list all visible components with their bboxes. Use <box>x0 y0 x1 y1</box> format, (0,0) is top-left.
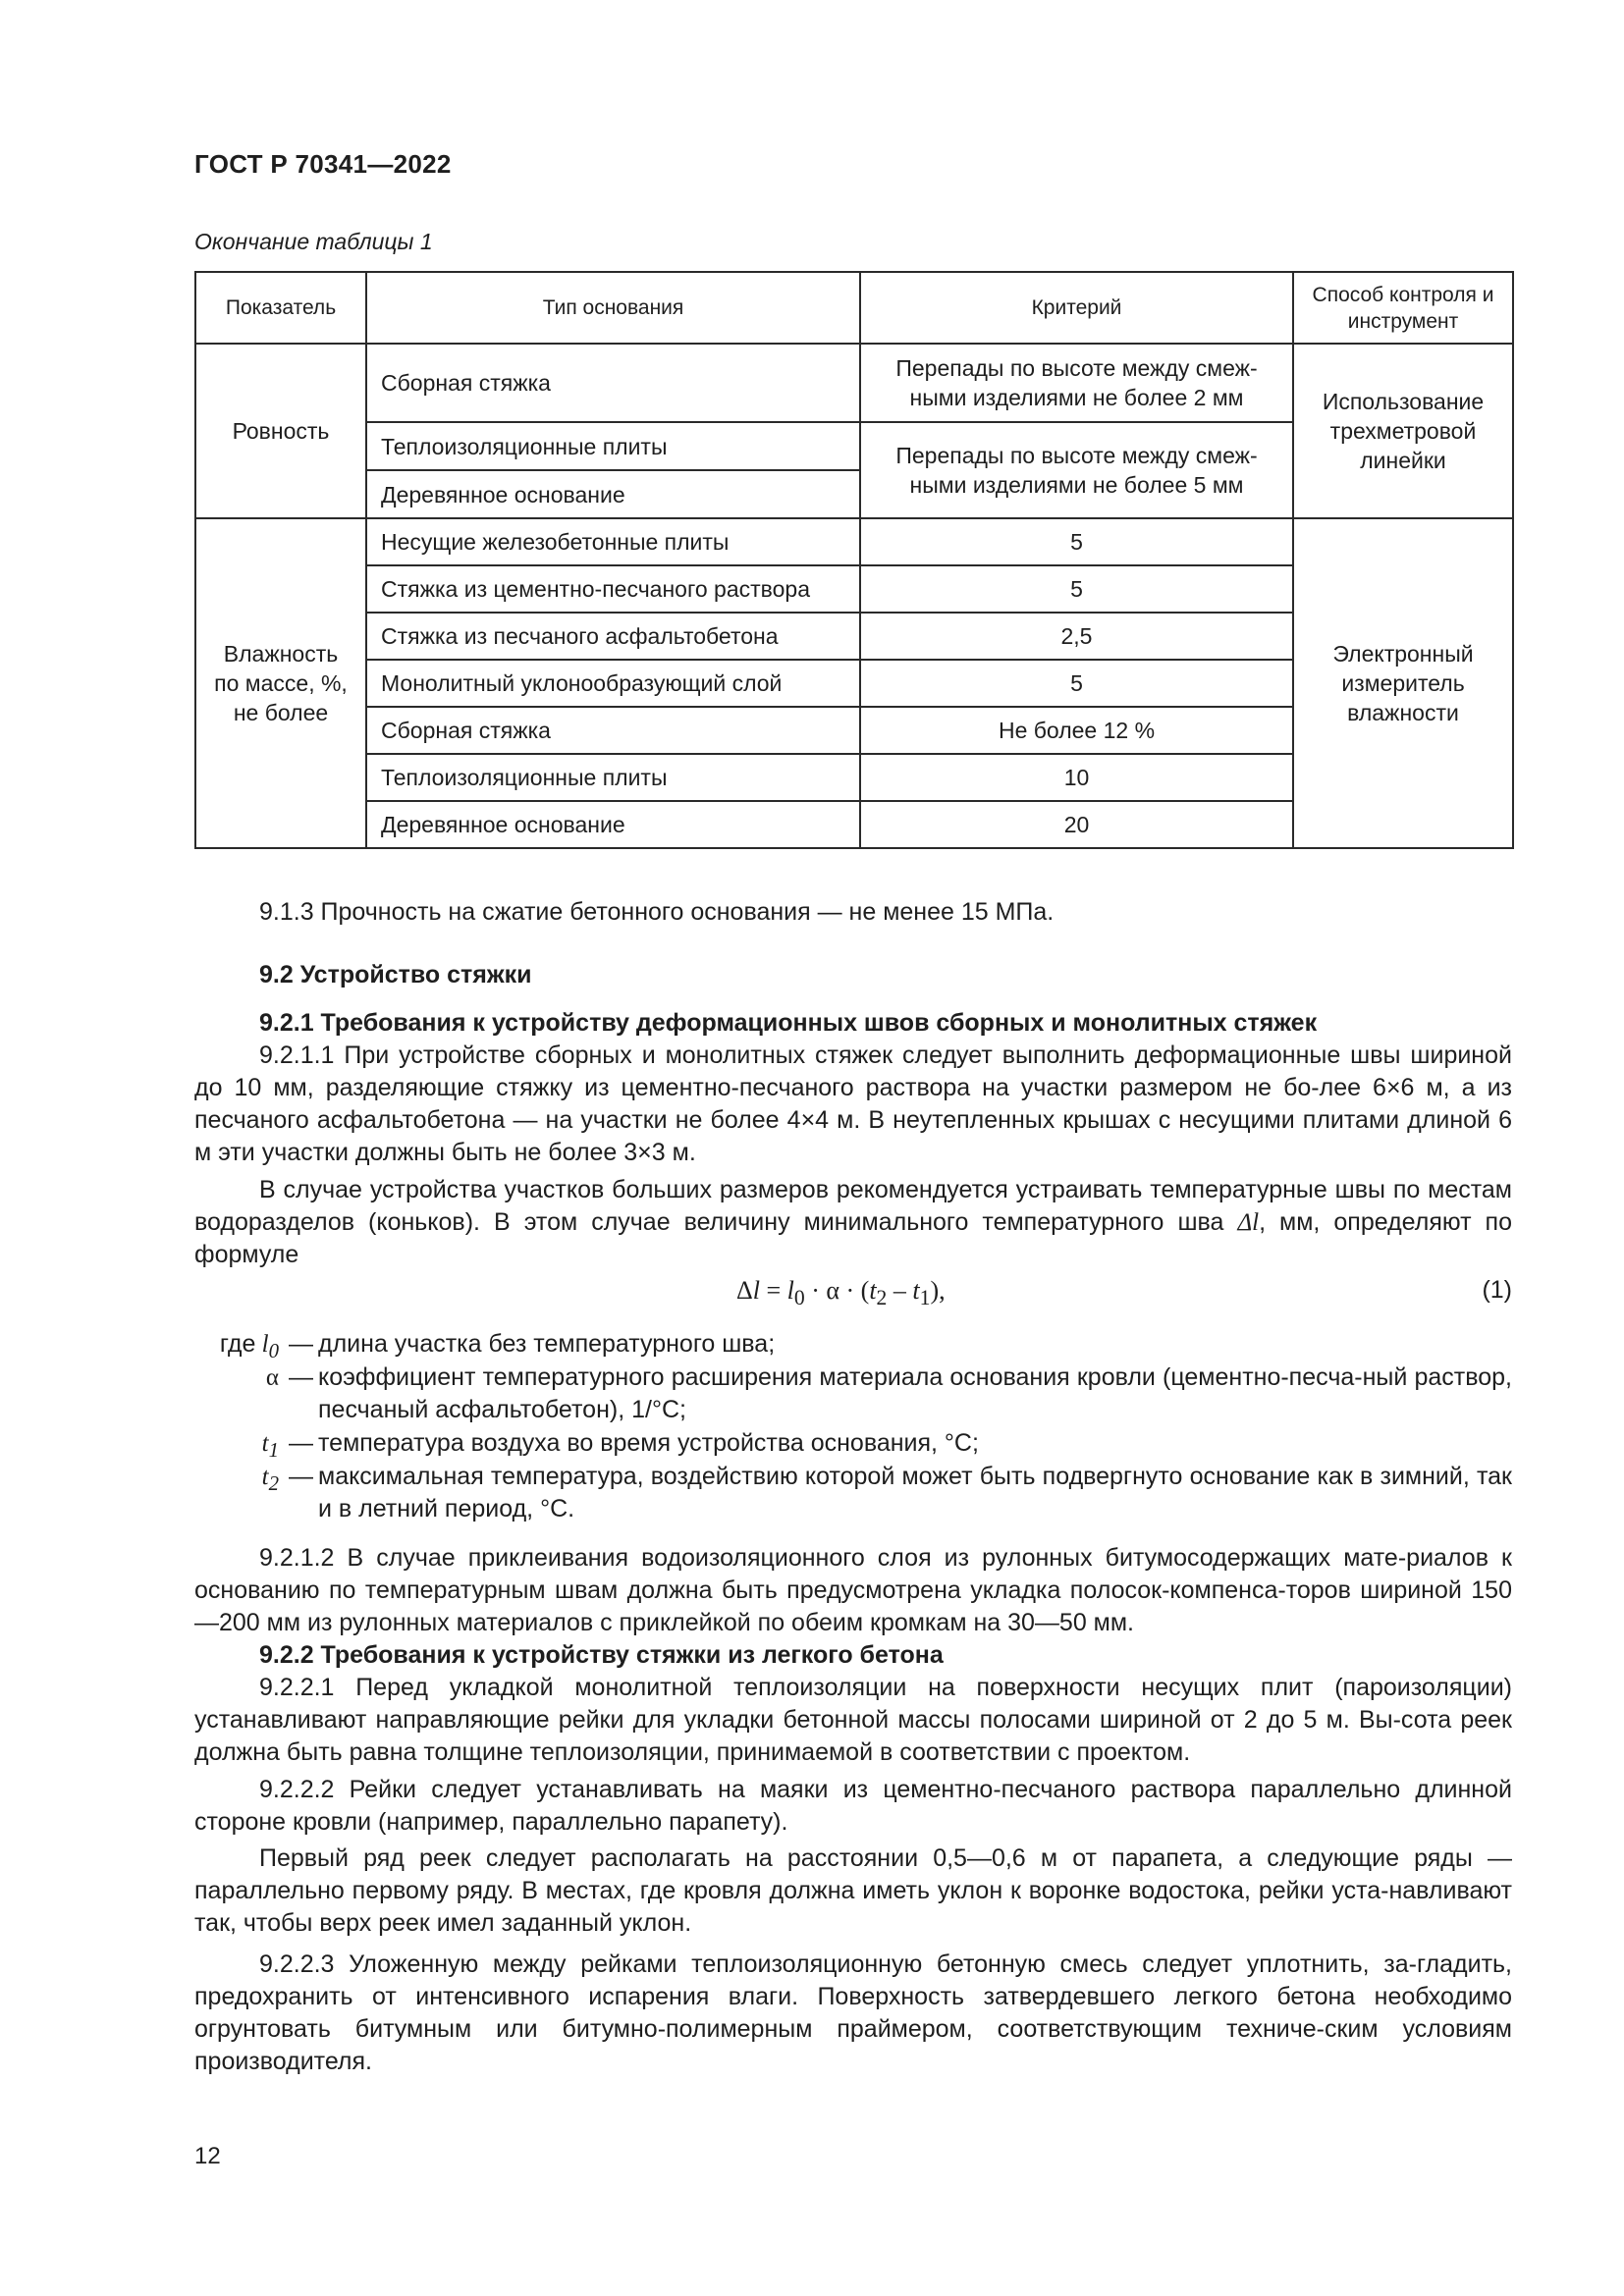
variable-description: длина участка без температурного шва; <box>318 1330 776 1358</box>
base-type-cell: Сборная стяжка <box>366 344 860 422</box>
base-type-cell: Сборная стяжка <box>366 707 860 754</box>
criterion-cell: 5 <box>860 565 1293 613</box>
base-type-cell: Монолитный уклонообразующий слой <box>366 660 860 707</box>
indicator-humidity: Влажность по массе, %, не более <box>195 518 366 848</box>
formula-expression: $\Delta l = l_0 \cdot \alpha \cdot (t_2 - t_1)$, <box>736 1276 946 1310</box>
delta-l-symbol: Δl <box>1237 1209 1260 1236</box>
criterion-cell: Перепады по высоте между смеж-ными изделиями не более 5 мм <box>860 422 1293 518</box>
base-type-cell: Теплоизоляционные плиты <box>366 754 860 801</box>
column-header-criterion: Критерий <box>860 272 1293 344</box>
criterion-cell: Не более 12 % <box>860 707 1293 754</box>
heading-9-2: 9.2 Устройство стяжки <box>259 961 532 988</box>
variable-description: коэффициент температурного расширения материала основания кровли (цементно-песча-ный раствор, песчаный асфальтобетон), 1/°С; <box>318 1363 1512 1423</box>
control-method-humidity: Электронный измеритель влажности <box>1293 518 1513 848</box>
variable-description: температура воздуха во время устройства основания, °С; <box>318 1429 979 1457</box>
page-number: 12 <box>194 2143 221 2169</box>
criterion-cell: 5 <box>860 518 1293 565</box>
column-header-indicator: Показатель <box>195 272 366 344</box>
base-type-cell: Несущие железобетонные плиты <box>366 518 860 565</box>
table-row <box>195 344 1513 422</box>
paragraph-9-2-2-3: 9.2.2.3 Уложенную между рейками теплоизоляционную бетонную смесь следует уплотнить, за-гладить, предохранить от интенсивного испарения влаги. Поверхность затвердевшего легкого бетона необходимо огрунтовать битумным или битумно-полимерным праймером, соответствующим техниче-ским условиям производителя. <box>194 1950 1512 2075</box>
variable-definition: $t_1$ — температура воздуха во время устройства основания, °С; <box>194 1427 1512 1460</box>
text-fragment: , мм, определяют по формуле <box>194 1208 1512 1268</box>
variable-symbol: $t_1$ <box>261 1430 279 1462</box>
control-method-evenness: Использование трехметровой линейки <box>1293 344 1513 518</box>
formula-variables-list <box>194 1328 1512 1525</box>
heading-9-2-1: 9.2.1 Требования к устройству деформационных швов сборных и монолитных стяжек <box>259 1009 1318 1037</box>
formula-number: (1) <box>1482 1276 1512 1304</box>
base-type-cell: Деревянное основание <box>366 801 860 848</box>
paragraph-9-2-2-2: 9.2.2.2 Рейки следует устанавливать на маяки из цементно-песчаного раствора параллельно длинной стороне кровли (например, параллельно парапету). <box>194 1776 1512 1836</box>
variable-definition: где $l_0$ — длина участка без температурного шва; <box>194 1328 1512 1361</box>
variable-symbol: $t_2$ <box>261 1464 279 1495</box>
paragraph-9-2-1-2: 9.2.1.2 В случае приклеивания водоизоляционного слоя из рулонных битумосодержащих мате-риалов к основанию по температурным швам должна быть предусмотрена укладка полосок-компенса-торов шириной 150—200 мм из рулонных материалов с приклейкой по обеим кромкам на 30—50 мм. <box>194 1544 1512 1636</box>
criterion-cell: 5 <box>860 660 1293 707</box>
variable-definition: α — коэффициент температурного расширения материала основания кровли (цементно-песча-ный раствор, песчаный асфальтобетон), 1/°С; <box>194 1362 1512 1426</box>
table-row <box>195 518 1513 565</box>
standard-header: ГОСТ Р 70341—2022 <box>194 149 452 179</box>
paragraph-9-2-1-1: 9.2.1.1 При устройстве сборных и монолитных стяжек следует выполнить деформационные швы шириной до 10 мм, разделяющие стяжку из цементно-песчаного раствора на участки размером не бо-лее 6×6 м, а из песчаного асфальтобетона — на участки не более 4×4 м. В неутепленных крышах с несущими плитами длиной 6 м эти участки должны быть не более 3×3 м. <box>194 1041 1512 1166</box>
criterion-cell: 10 <box>860 754 1293 801</box>
table-header-row <box>195 272 1513 344</box>
base-type-cell: Стяжка из песчаного асфальтобетона <box>366 613 860 660</box>
paragraph-9-2-2-1: 9.2.2.1 Перед укладкой монолитной теплоизоляции на поверхности несущих плит (пароизоляции) устанавливают направляющие рейки для укладки бетонной массы полосами шириной от 2 до 5 м. Вы-сота реек должна быть равна толщине теплоизоляции, принимаемой в соответствии с проектом. <box>194 1674 1512 1766</box>
base-type-cell: Стяжка из цементно-песчаного раствора <box>366 565 860 613</box>
base-type-cell: Деревянное основание <box>366 470 860 518</box>
text-fragment: В случае устройства участков больших размеров рекомендуется устраивать температурные швы по местам водоразделов (коньков). В этом случае величину минимального температурного шва <box>194 1176 1512 1236</box>
variable-symbol: где $l_0$ <box>219 1330 279 1362</box>
paragraph-9-1-3: 9.1.3 Прочность на сжатие бетонного основания — не менее 15 МПа. <box>259 898 1055 926</box>
column-header-control-method: Способ контроля и инструмент <box>1293 272 1513 344</box>
criterion-cell: 2,5 <box>860 613 1293 660</box>
base-type-cell: Теплоизоляционные плиты <box>366 422 860 470</box>
paragraph-9-2-2-2-continued: Первый ряд реек следует располагать на расстоянии 0,5—0,6 м от парапета, а следующие ряды — параллельно первому ряду. В местах, где кровля должна иметь уклон к воронке водостока, рейки уста-навливают так, чтобы верх реек имел заданный уклон. <box>194 1844 1512 1937</box>
requirements-table <box>194 271 1514 849</box>
indicator-evenness: Ровность <box>195 344 366 518</box>
criterion-cell: Перепады по высоте между смеж-ными изделиями не более 2 мм <box>860 344 1293 422</box>
variable-definition: $t_2$ — максимальная температура, воздействию которой может быть подвергнуто основание как в зимний, так и в летний период, °С. <box>194 1461 1512 1525</box>
column-header-base-type: Тип основания <box>366 272 860 344</box>
table-caption: Окончание таблицы 1 <box>194 229 433 254</box>
variable-description: максимальная температура, воздействию которой может быть подвергнуто основание как в зимний, так и в летний период, °С. <box>318 1463 1512 1522</box>
paragraph-9-2-1-1-continued <box>194 1174 1512 1271</box>
heading-9-2-2: 9.2.2 Требования к устройству стяжки из легкого бетона <box>259 1641 944 1669</box>
criterion-cell: 20 <box>860 801 1293 848</box>
variable-symbol: α <box>265 1364 279 1391</box>
